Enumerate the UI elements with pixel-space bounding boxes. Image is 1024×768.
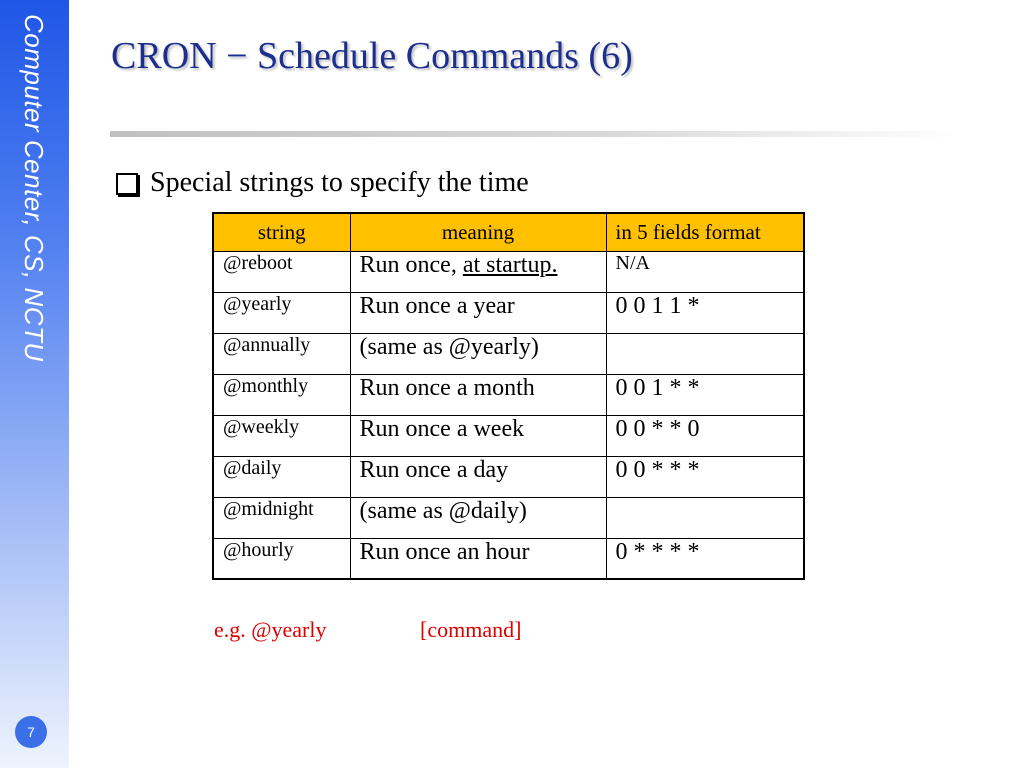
cell-string: @daily	[213, 456, 350, 497]
meaning-underlined-text: at startup.	[462, 251, 558, 278]
table-header-row	[213, 213, 804, 251]
cell-string: @yearly	[213, 292, 350, 333]
table-row	[213, 456, 804, 497]
cell-format	[606, 333, 804, 374]
table-row	[213, 415, 804, 456]
cell-meaning: Run once a week	[350, 415, 606, 456]
cell-format: 0 0 1 * *	[606, 374, 804, 415]
column-header-string: string	[213, 213, 350, 251]
special-strings-table	[212, 212, 805, 580]
cell-format: 0 0 * * 0	[606, 415, 804, 456]
table-row	[213, 374, 804, 415]
cell-string: @reboot	[213, 251, 350, 292]
cell-meaning: Run once a year	[350, 292, 606, 333]
table-row	[213, 333, 804, 374]
column-header-meaning: meaning	[350, 213, 606, 251]
cell-string: @weekly	[213, 415, 350, 456]
sidebar-organization-text: Computer Center, CS, NCTU	[19, 14, 49, 362]
example-string: e.g. @yearly	[214, 617, 327, 642]
cell-string: @hourly	[213, 538, 350, 579]
title-divider	[110, 131, 960, 137]
cell-meaning: (same as @yearly)	[350, 333, 606, 374]
cell-format: 0 * * * *	[606, 538, 804, 579]
cell-string: @annually	[213, 333, 350, 374]
cell-meaning: Run once a month	[350, 374, 606, 415]
table-row	[213, 292, 804, 333]
table-row	[213, 538, 804, 579]
example-command: [command]	[420, 617, 522, 642]
cell-string: @monthly	[213, 374, 350, 415]
slide-title: CRON − Schedule Commands (6)	[111, 35, 633, 77]
page-number-badge: 7	[15, 716, 47, 748]
table-row	[213, 251, 804, 292]
column-header-format: in 5 fields format	[606, 213, 804, 251]
cell-meaning: Run once a day	[350, 456, 606, 497]
cell-format: N/A	[606, 251, 804, 292]
cell-format: 0 0 1 1 *	[606, 292, 804, 333]
cell-meaning	[350, 251, 606, 292]
cell-format	[606, 497, 804, 538]
bullet-item	[116, 167, 529, 199]
cell-string: @midnight	[213, 497, 350, 538]
sidebar	[0, 0, 69, 768]
table-row	[213, 497, 804, 538]
cell-meaning: (same as @daily)	[350, 497, 606, 538]
meaning-text: Run once,	[359, 251, 463, 278]
cell-meaning: Run once an hour	[350, 538, 606, 579]
cell-format: 0 0 * * *	[606, 456, 804, 497]
checkbox-bullet-icon	[116, 173, 138, 195]
bullet-text: Special strings to specify the time	[150, 167, 529, 198]
